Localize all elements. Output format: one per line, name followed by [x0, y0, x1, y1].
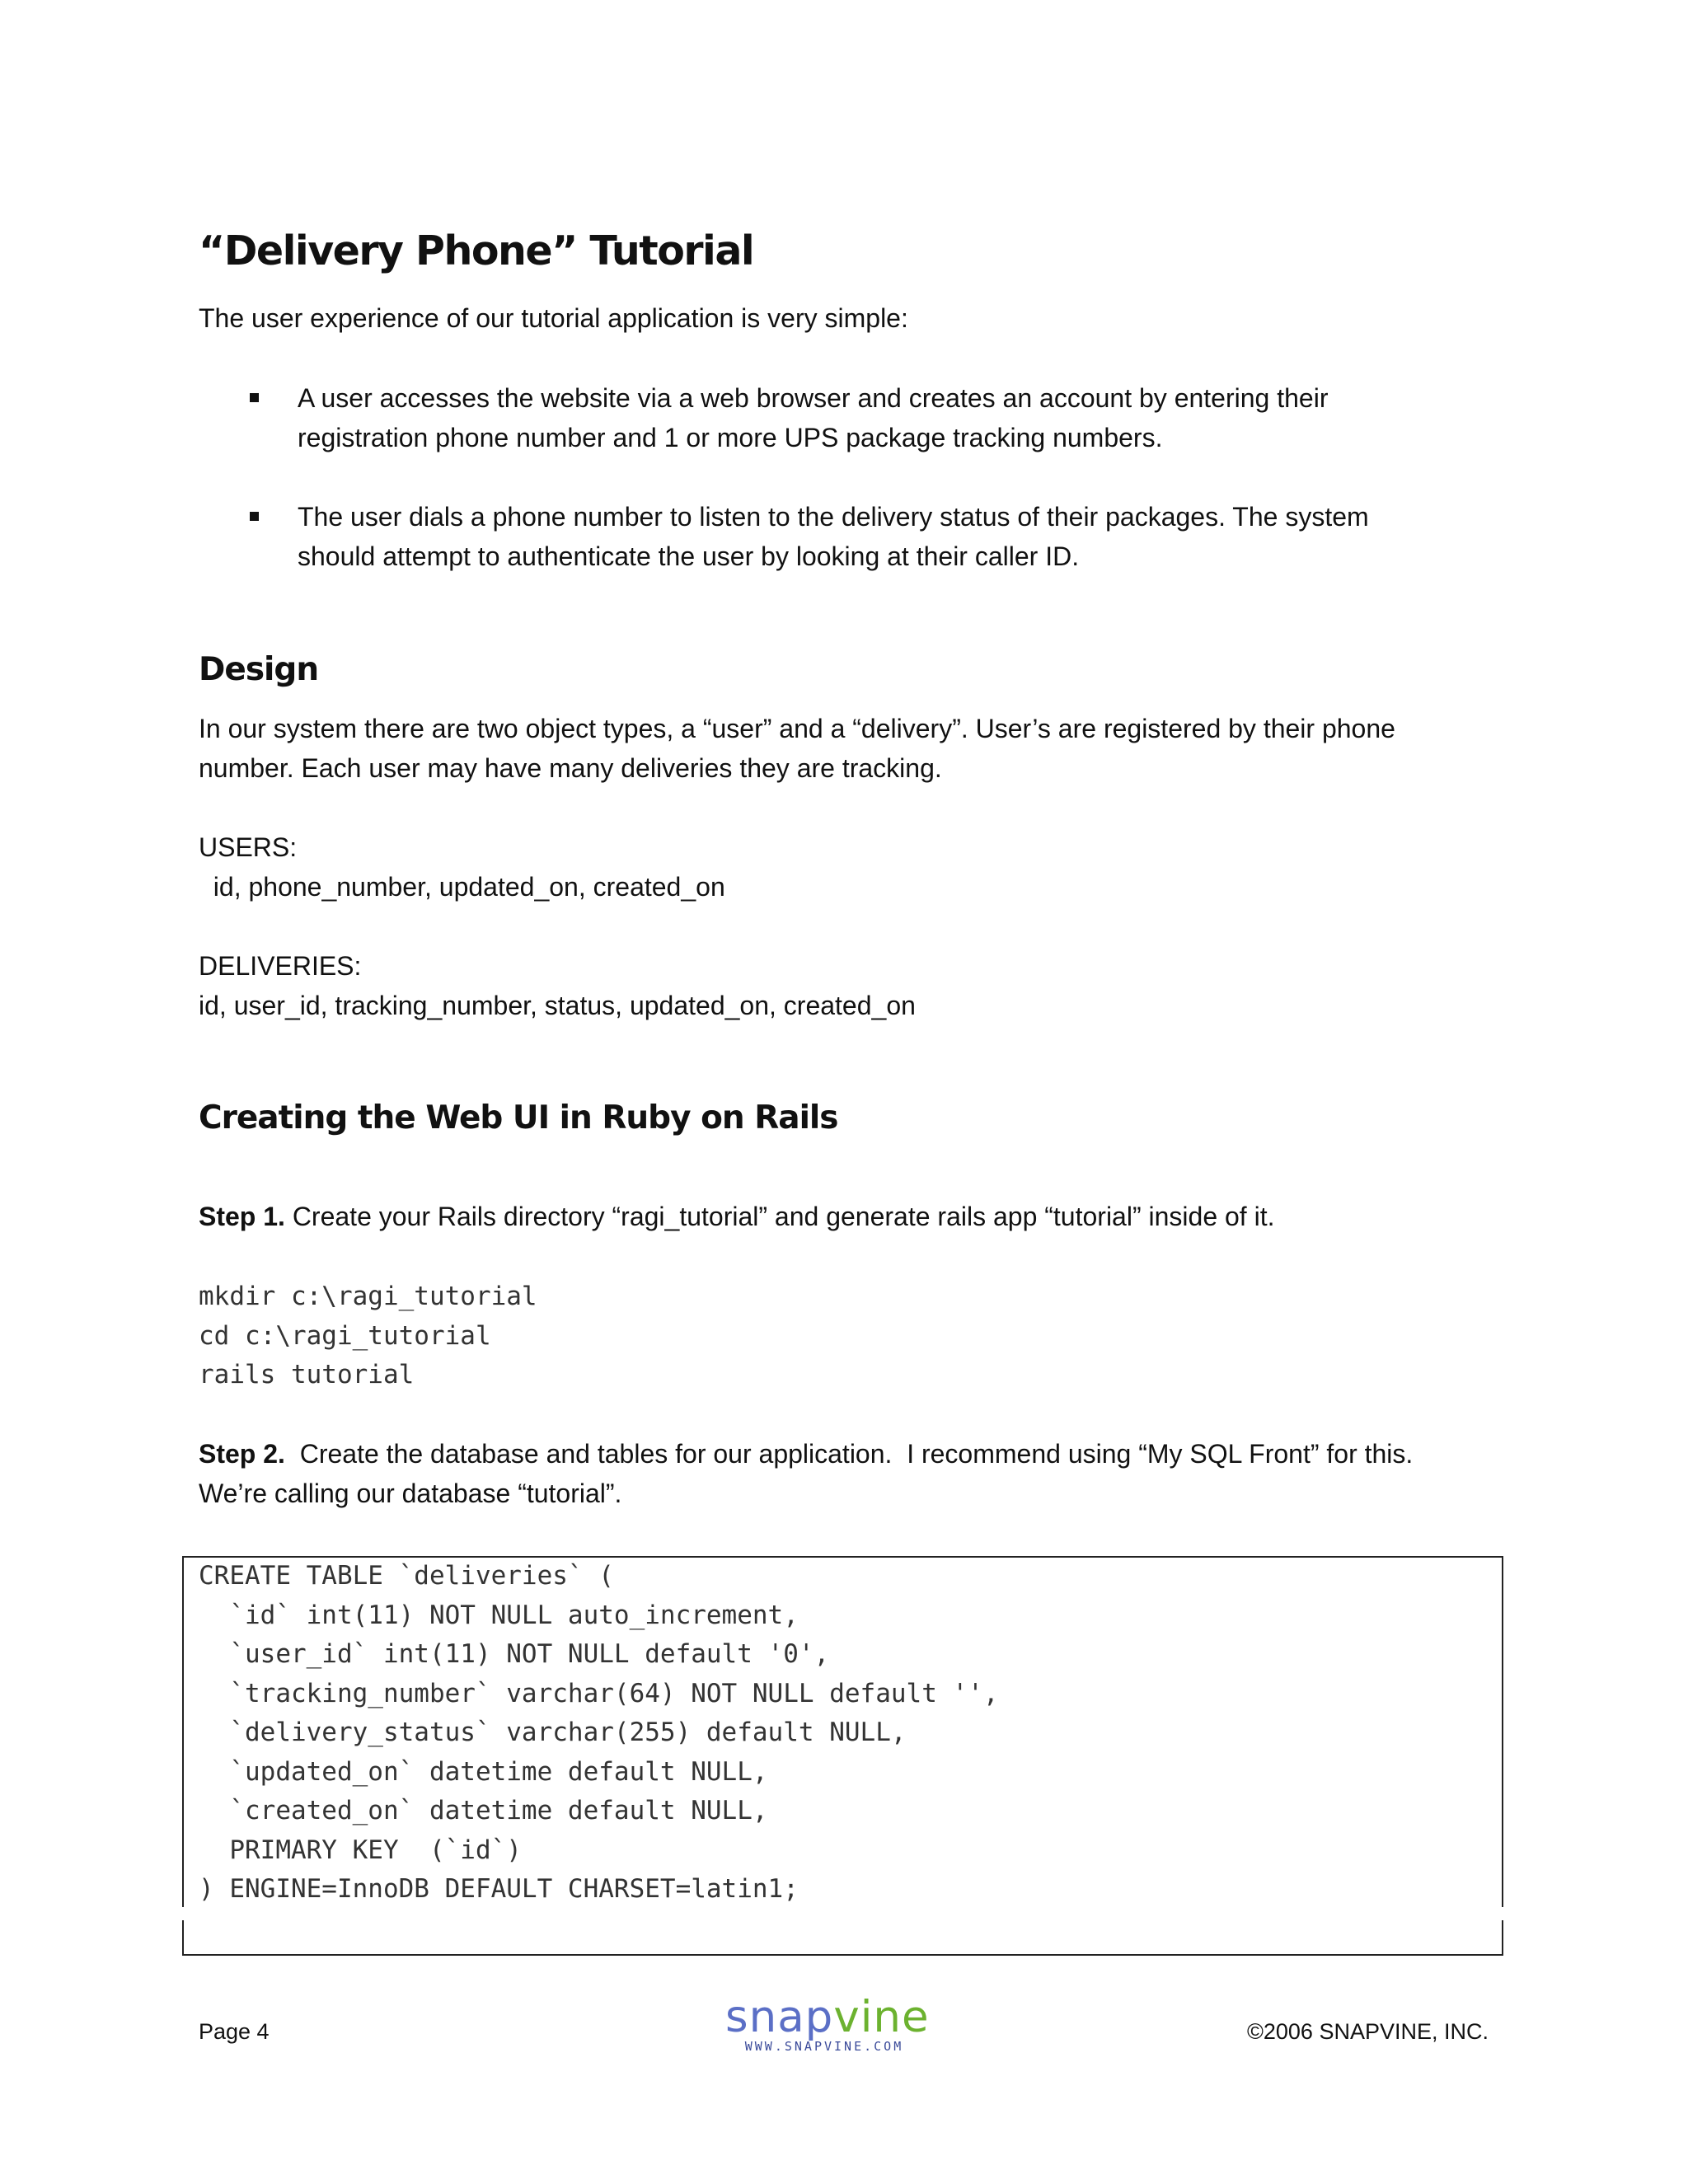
- code-line: `tracking_number` varchar(64) NOT NULL default '',: [199, 1678, 999, 1708]
- design-heading: Design: [199, 651, 319, 688]
- bullet-line: registration phone number and 1 or more UPS package tracking numbers.: [298, 423, 1163, 452]
- code-line: `delivery_status` varchar(255) default NULL,: [199, 1718, 907, 1747]
- code-line: ) ENGINE=InnoDB DEFAULT CHARSET=latin1;: [199, 1874, 799, 1904]
- bullet-item: [298, 378, 1328, 457]
- box-border-gap: [181, 1907, 186, 1920]
- step1-description: Create your Rails directory “ragi_tutorial” and generate rails app “tutorial” inside of it.: [284, 1202, 1275, 1231]
- code-line: `id` int(11) NOT NULL auto_increment,: [199, 1600, 799, 1630]
- page-title: “Delivery Phone” Tutorial: [199, 227, 754, 274]
- box-border-gap: [1499, 1907, 1504, 1920]
- step1-label: Step 1.: [199, 1202, 285, 1231]
- bullet-marker: [250, 393, 259, 402]
- sql-code: [199, 1557, 999, 1910]
- bullet-line: should attempt to authenticate the user by looking at their caller ID.: [298, 541, 1080, 571]
- code-line: `updated_on` datetime default NULL,: [199, 1756, 768, 1787]
- step1-code: [199, 1277, 537, 1395]
- bullet-marker: [250, 512, 259, 521]
- code-line: cd c:\ragi_tutorial: [199, 1320, 491, 1351]
- code-line: `created_on` datetime default NULL,: [199, 1796, 768, 1825]
- intro-text: The user experience of our tutorial application is very simple:: [199, 303, 908, 333]
- snapvine-logo: [725, 1992, 930, 2054]
- step2-text: [199, 1434, 1413, 1513]
- logo-url: WWW.SNAPVINE.COM: [744, 2039, 904, 2054]
- code-line: CREATE TABLE `deliveries` (: [199, 1561, 614, 1591]
- paragraph-line: In our system there are two object types, a “user” and a “delivery”. User’s are registered by their phone: [199, 714, 1395, 743]
- step2-description-line2: We’re calling our database “tutorial”.: [199, 1479, 622, 1508]
- design-paragraph: [199, 709, 1395, 788]
- code-line: `user_id` int(11) NOT NULL default '0',: [199, 1639, 830, 1669]
- bullet-line: The user dials a phone number to listen to the delivery status of their packages. The system: [298, 502, 1369, 532]
- deliveries-fields: id, user_id, tracking_number, status, updated_on, created_on: [199, 991, 916, 1020]
- code-line: rails tutorial: [199, 1360, 415, 1390]
- deliveries-label: DELIVERIES:: [199, 951, 362, 981]
- rails-heading: Creating the Web UI in Ruby on Rails: [199, 1099, 838, 1137]
- copyright: ©2006 SNAPVINE, INC.: [1246, 2019, 1489, 2044]
- page-number: Page 4: [199, 2019, 270, 2044]
- step2-description: Create the database and tables for our application. I recommend using “My SQL Front” for this.: [284, 1439, 1414, 1469]
- bullet-line: A user accesses the website via a web browser and creates an account by entering their: [298, 383, 1329, 413]
- paragraph-line: number. Each user may have many deliveries they are tracking.: [199, 753, 942, 783]
- users-fields: id, phone_number, updated_on, created_on: [199, 872, 725, 902]
- step2-label: Step 2.: [199, 1439, 285, 1469]
- logo-wordmark: snapvine: [725, 1992, 930, 2042]
- code-line: mkdir c:\ragi_tutorial: [199, 1282, 537, 1311]
- bullet-item: [298, 497, 1369, 576]
- step1-text: [199, 1197, 1274, 1236]
- code-line: PRIMARY KEY (`id`): [199, 1835, 522, 1865]
- users-label: USERS:: [199, 832, 298, 862]
